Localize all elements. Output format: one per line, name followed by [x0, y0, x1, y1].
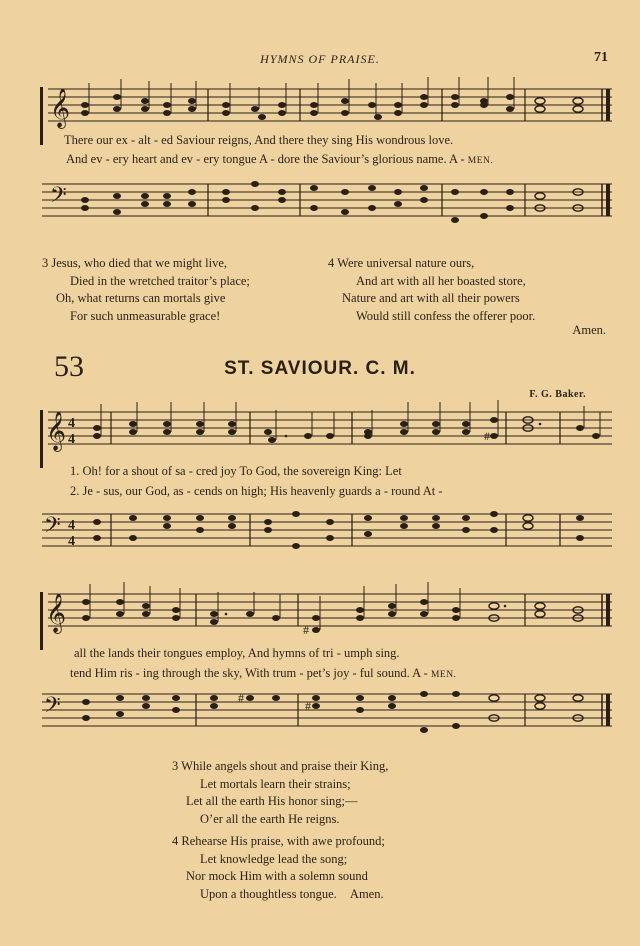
time-signature-bottom: 4	[68, 432, 75, 447]
verse-line: Nature and art with all their powers	[342, 291, 520, 305]
verse-amen: Amen.	[349, 886, 384, 901]
verse-line: Oh, what returns can mortals give	[56, 291, 226, 305]
verse-line	[172, 886, 385, 904]
system2-bass-staff	[0, 680, 640, 752]
svg-text:#: #	[305, 699, 311, 713]
svg-text:4: 4	[68, 518, 75, 533]
system1-bass-staff	[0, 500, 640, 570]
verse-line-text: Upon a thoughtless tongue.	[200, 886, 337, 901]
hymn53-sys1-lyric-1: 1. Oh! for a shout of sa - cred joy To God, the sovereign King: Let	[70, 464, 402, 478]
bass-clef-icon: 𝄢	[50, 183, 67, 213]
page-number: 71	[594, 50, 608, 65]
hymn53-sys1-lyric-2: 2. Je - sus, our God, as - cends on high; His heavenly guards a - round At -	[70, 484, 443, 498]
svg-text:#: #	[303, 623, 309, 637]
verse-line: And art with all her boasted store,	[356, 273, 526, 288]
treble-clef-icon: 𝄞	[46, 593, 67, 633]
verse-line: 3 While angels shout and praise their King,	[172, 759, 389, 773]
verse-line: 4 Rehearse His praise, with awe profound;	[172, 834, 385, 848]
svg-text:#: #	[484, 429, 490, 443]
top-amen-label: MEN.	[467, 156, 494, 166]
composer: F. G. Baker.	[529, 389, 586, 400]
verse-line: Would still confess the offerer poor.	[356, 308, 536, 323]
hymn53-sys2-lyric-2	[70, 666, 456, 681]
verse-line: Let knowledge lead the song;	[200, 851, 348, 866]
verse-line: Let mortals learn their strains;	[200, 776, 351, 791]
hymn-number: 53	[54, 350, 84, 383]
system2-treble-staff	[0, 580, 640, 650]
verse-line: O’er all the earth He reigns.	[200, 811, 340, 826]
verse-line: Let all the earth His honor sing;—	[186, 794, 358, 808]
hymn53-verse-3	[172, 758, 388, 828]
top-amen: Amen.	[572, 323, 606, 337]
verse-line: For such unmeasurable grace!	[70, 308, 221, 323]
svg-text:#: #	[238, 691, 244, 705]
top-lyric-line-2-text: And ev - ery heart and ev - ery tongue A - dore the Saviour’s glorious name. A -	[66, 152, 465, 166]
top-lyric-line-2	[66, 152, 493, 167]
hymn53-verse-4	[172, 833, 385, 903]
top-bass-staff	[0, 170, 640, 240]
verse-line: Died in the wretched traitor’s place;	[70, 273, 250, 288]
top-verse-4	[328, 255, 535, 325]
hymn53-sys2-lyric-2-text: tend Him ris - ing through the sky, With trum - pet’s joy - ful sound. A -	[70, 666, 428, 680]
running-header: HYMNS OF PRAISE.	[260, 52, 380, 66]
hymn53-amen-label: MEN.	[430, 670, 457, 680]
top-lyric-line-1: There our ex - alt - ed Saviour reigns, And there they sing His wondrous love.	[64, 133, 454, 147]
time-signature-top: 4	[68, 416, 75, 431]
verse-line: 3 Jesus, who died that we might live,	[42, 256, 228, 270]
verse-line: Nor mock Him with a solemn sound	[186, 869, 368, 883]
top-verse-3	[42, 255, 250, 325]
hymn-title: ST. SAVIOUR. C. M.	[224, 358, 416, 379]
treble-clef-icon: 𝄞	[50, 88, 71, 128]
verse-line: 4 Were universal nature ours,	[328, 256, 475, 270]
bass-clef-icon: 𝄢	[44, 513, 61, 543]
hymn53-sys2-lyric-1: all the lands their tongues employ, And hymns of tri - umph sing.	[74, 646, 400, 660]
svg-text:4: 4	[68, 534, 75, 549]
bass-clef-icon: 𝄢	[44, 693, 61, 723]
treble-clef-icon: 𝄞	[46, 411, 67, 451]
system1-treble-staff	[0, 398, 640, 468]
